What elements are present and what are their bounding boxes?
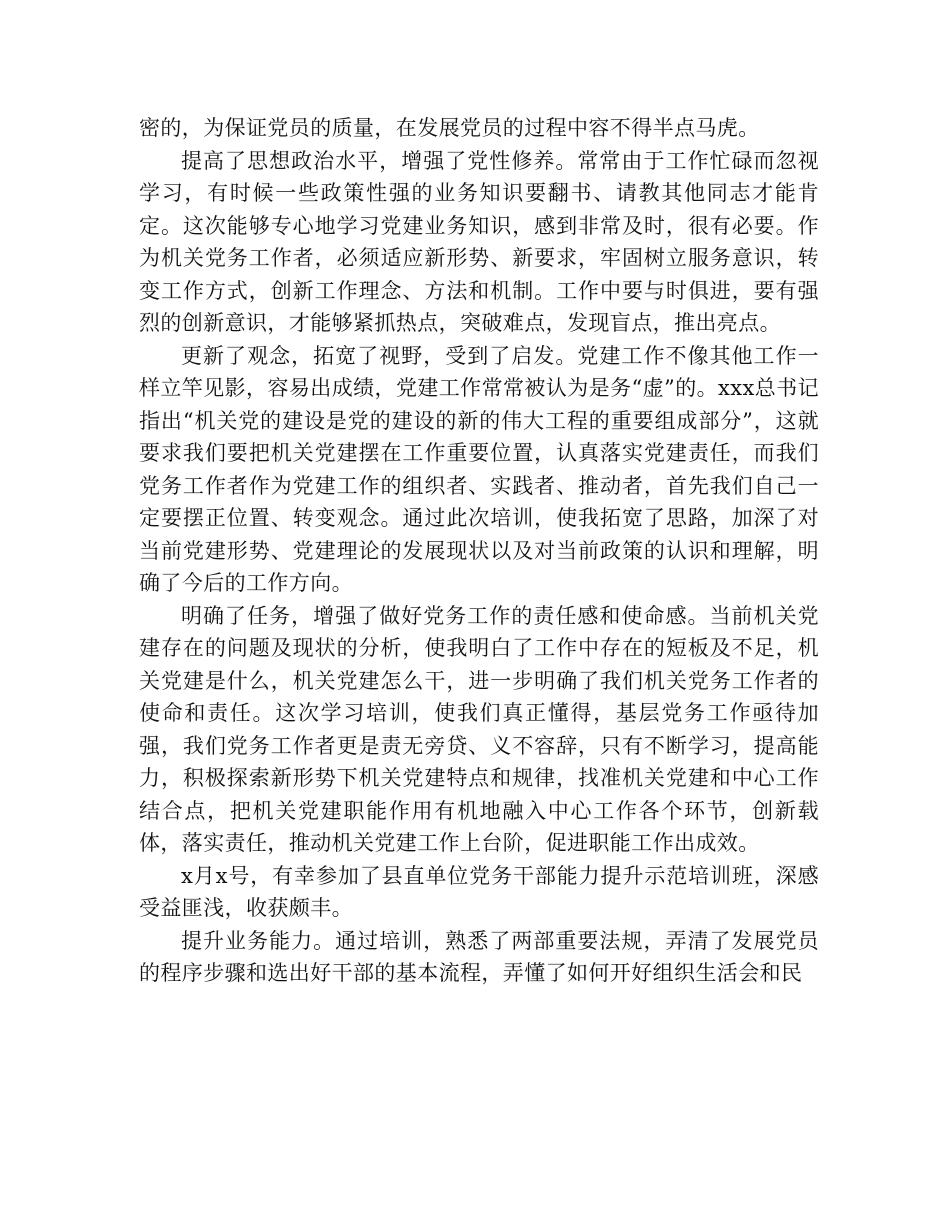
paragraph-new-concepts: 更新了观念，拓宽了视野，受到了启发。党建工作不像其他工作一样立竿见影，容易出成绩，党建工作常常被认为是务“虚”的。xxx总书记指出“机关党的建设是党的建设的新的伟大工程的重要组成部分”，这就要求我们要把机关党建摆在工作重要位置，认真落实党建责任，而我们党务工作者作为党建工作的组织者、实践者、推动者，首先我们自己一定要摆正位置、转变观念。通过此次培训，使我拓宽了思路，加深了对当前党建形势、党建理论的发展现状以及对当前政策的认识和理解，明确了今后的工作方向。 xyxy=(139,343,819,595)
paragraph-training-intro: x月x号，有幸参加了县直单位党务干部能力提升示范培训班，深感受益匪浅，收获颇丰。 xyxy=(139,863,819,920)
paragraph-continuation: 密的，为保证党员的质量，在发展党员的过程中容不得半点马虎。 xyxy=(139,116,760,140)
paragraph-clear-tasks: 明确了任务，增强了做好党务工作的责任感和使命感。当前机关党建存在的问题及现状的分析，使我明白了工作中存在的短板及不足，机关党建是什么，机关党建怎么干，进一步明确了我们机关党务工作者的使命和责任。这次学习培训，使我们真正懂得，基层党务工作亟待加强，我们党务工作者更是责无旁贷、义不容辞，只有不断学习，提高能力，积极探索新形势下机关党建特点和规律，找准机关党建和中心工作结合点，把机关党建职能作用有机地融入中心工作各个环节，创新载体，落实责任，推动机关党建工作上台阶，促进职能工作出成效。 xyxy=(139,603,819,855)
paragraph-business-ability: 提升业务能力。通过培训，熟悉了两部重要法规，弄清了发展党员的程序步骤和选出好干部的基本流程，弄懂了如何开好组织生活会和民 xyxy=(139,928,819,985)
document-body xyxy=(139,112,819,990)
paragraph-political-level: 提高了思想政治水平，增强了党性修养。常常由于工作忙碌而忽视学习，有时候一些政策性强的业务知识要翻书、请教其他同志才能肯定。这次能够专心地学习党建业务知识，感到非常及时，很有必要。作为机关党务工作者，必须适应新形势、新要求，牢固树立服务意识，转变工作方式，创新工作理念、方法和机制。工作中要与时俱进，要有强烈的创新意识，才能够紧抓热点，突破难点，发现盲点，推出亮点。 xyxy=(139,148,819,335)
